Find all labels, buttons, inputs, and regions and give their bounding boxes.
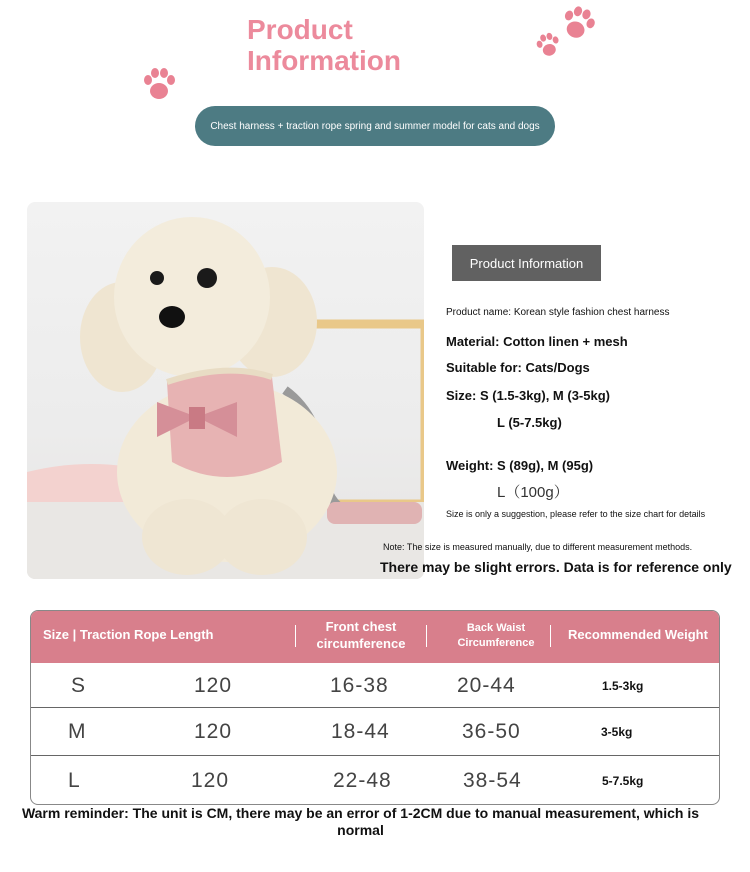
size-table [30,610,720,805]
cell-rope: 120 [194,674,233,697]
header-recommended-weight: Recommended Weight [568,627,708,642]
header-divider [295,625,296,647]
reference-note: There may be slight errors. Data is for reference only [380,559,732,575]
header-back-waist: Back Waist Circumference [457,622,535,649]
cell-waist: 20-44 [457,674,516,697]
cell-chest: 16-38 [330,674,389,697]
cell-rope: 120 [194,720,233,743]
product-photo [27,202,424,579]
cell-size: M [68,720,87,743]
cell-weight: 1.5-3kg [602,679,644,693]
cell-chest: 18-44 [331,720,390,743]
paw-icon [534,32,562,58]
size-suggestion-text: Size is only a suggestion, please refer to the size chart for details [446,509,706,519]
subtitle-pill: Chest harness + traction rope spring and summer model for cats and dogs [195,106,555,146]
title-line-2: Information [247,45,401,76]
page-title [247,14,401,76]
cell-weight: 5-7.5kg [602,774,644,788]
header-front-chest: Front chest circumference [316,619,406,651]
size-text-l: L (5-7.5kg) [497,415,562,430]
cell-weight: 3-5kg [601,725,633,739]
header-size-rope: Size | Traction Rope Length [43,627,214,642]
weight-text: Weight: S (89g), M (95g) [446,458,594,473]
table-header [31,611,719,663]
material-text: Material: Cotton linen + mesh [446,334,628,349]
cell-size: S [71,674,87,697]
product-name-text: Product name: Korean style fashion chest harness [446,307,670,318]
cell-waist: 36-50 [462,720,521,743]
product-info-badge: Product Information [452,245,601,281]
header-divider [550,625,551,647]
title-line-1: Product [247,14,353,45]
suitable-text: Suitable for: Cats/Dogs [446,360,590,375]
warm-reminder: Warm reminder: The unit is CM, there may be an error of 1-2CM due to manual measurement, which is normal [21,805,700,838]
cell-size: L [68,769,81,792]
cell-waist: 38-54 [463,769,522,792]
paw-icon [140,66,178,102]
size-text: Size: S (1.5-3kg), M (3-5kg) [446,388,610,403]
cell-rope: 120 [191,769,230,792]
row-divider [31,707,719,708]
weight-text-l: L（100g） [497,484,569,501]
measurement-note: Note: The size is measured manually, due to different measurement methods. [383,542,693,552]
header-divider [426,625,427,647]
row-divider [31,755,719,756]
cell-chest: 22-48 [333,769,392,792]
paw-icon [560,4,596,42]
dog-illustration [27,202,424,579]
